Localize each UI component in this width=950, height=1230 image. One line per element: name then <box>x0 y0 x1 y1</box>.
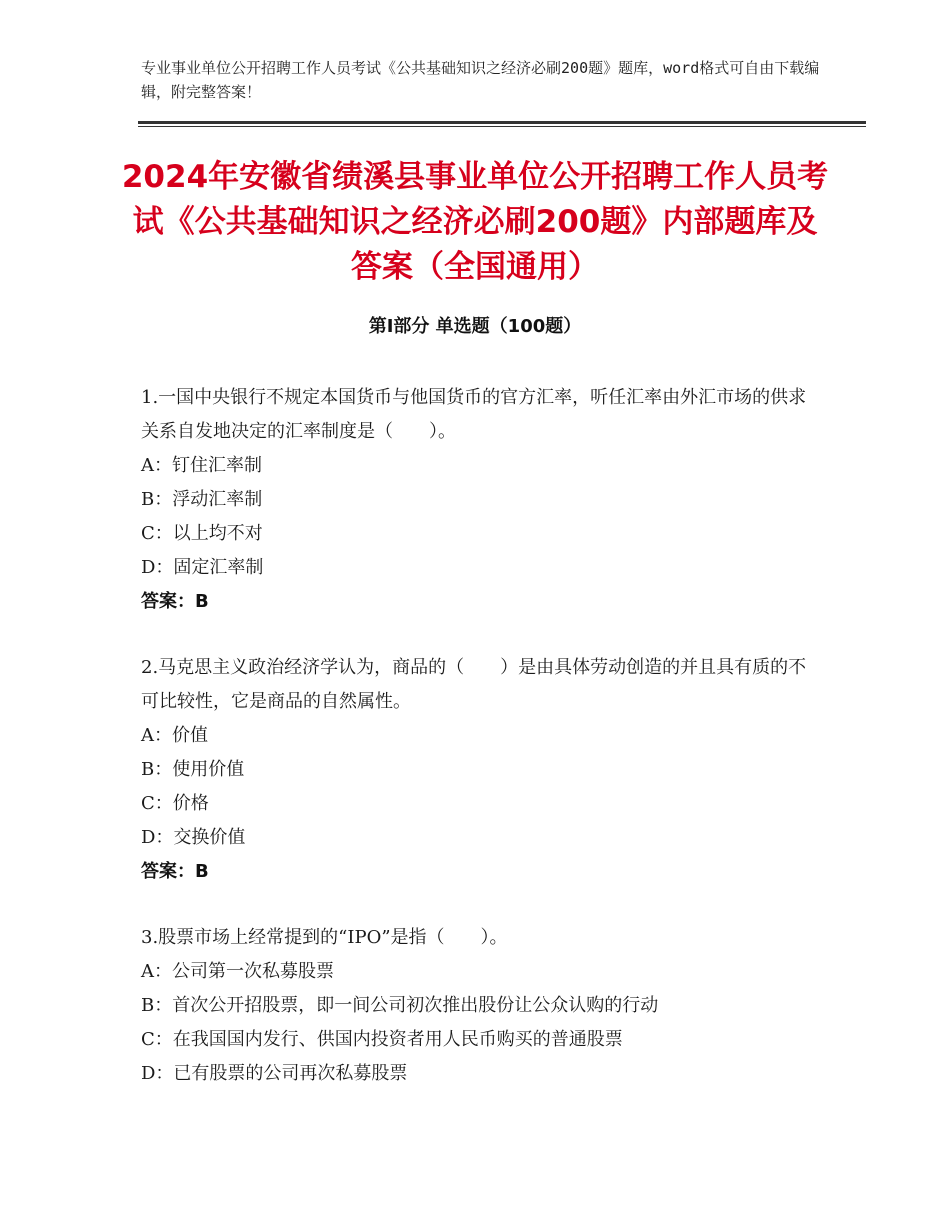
header-divider-thin <box>138 126 866 127</box>
option-c: C：以上均不对 <box>141 523 263 544</box>
document-title: 2024年安徽省绩溪县事业单位公开招聘工作人员考试《公共基础知识之经济必刷200题》内部题库及答案（全国通用） <box>121 159 829 285</box>
header-divider-thick <box>138 121 866 124</box>
answer: 答案：B <box>141 591 209 612</box>
page-header: 专业事业单位公开招聘工作人员考试《公共基础知识之经济必刷200题》题库，word格式可自由下载编辑，附完整答案！ <box>141 59 820 101</box>
option-d: D：交换价值 <box>141 827 246 848</box>
question-3 <box>141 921 821 1091</box>
question-stem: 1.一国中央银行不规定本国货币与他国货币的官方汇率，听任汇率由外汇市场的供求关系自发地决定的汇率制度是（ ）。 <box>141 387 807 442</box>
option-c: C：价格 <box>141 793 209 814</box>
answer: 答案：B <box>141 861 209 882</box>
option-a: A：公司第一次私募股票 <box>141 961 334 982</box>
option-a: A：价值 <box>141 725 208 746</box>
question-list <box>141 381 821 1123</box>
option-d: D：固定汇率制 <box>141 557 264 578</box>
option-b: B：首次公开招股票，即一间公司初次推出股份让公众认购的行动 <box>141 995 659 1016</box>
question-stem: 2.马克思主义政治经济学认为，商品的（ ）是由具体劳动创造的并且具有质的不可比较性，它是商品的自然属性。 <box>141 657 807 712</box>
option-a: A：钉住汇率制 <box>141 455 262 476</box>
question-stem: 3.股票市场上经常提到的“IPO”是指（ ）。 <box>141 927 508 948</box>
option-c: C：在我国国内发行、供国内投资者用人民币购买的普通股票 <box>141 1029 623 1050</box>
question-2 <box>141 651 821 889</box>
question-1 <box>141 381 821 619</box>
section-title: 第Ⅰ部分 单选题（100题） <box>368 316 582 337</box>
option-d: D：已有股票的公司再次私募股票 <box>141 1063 408 1084</box>
option-b: B：浮动汇率制 <box>141 489 263 510</box>
option-b: B：使用价值 <box>141 759 245 780</box>
